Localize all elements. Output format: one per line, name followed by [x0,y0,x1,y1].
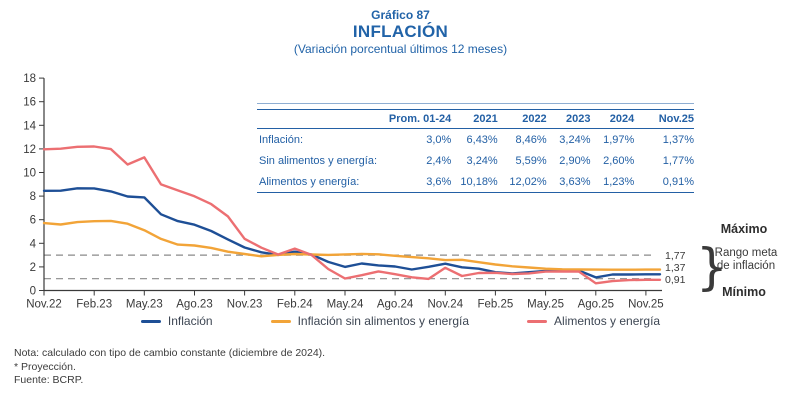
x-axis-tick-label: Nov.24 [427,298,464,311]
footnotes [14,347,325,388]
table-header-col: Prom. 01-24 [388,113,452,125]
table-header-row [257,110,694,129]
y-axis-tick-label: 8 [29,191,36,204]
x-axis-tick-label: Feb.25 [477,298,514,311]
x-axis-tick-label: Feb.24 [276,298,313,311]
y-axis-tick-label: 14 [23,120,36,133]
table-cell-value: 6,43% [466,134,498,146]
legend-line-swatch [271,320,291,323]
y-axis-tick-label: 6 [29,214,36,227]
chart-title: INFLACIÓN [352,22,449,41]
x-axis-tick-label: Ago.25 [577,298,615,311]
series-end-value-label: 1,77 [665,250,686,262]
table-header-col: Nov.25 [658,113,694,125]
table-header-col: 2024 [609,113,635,125]
chart-subtitle: (Variación porcentual últimos 12 meses) [293,42,508,56]
x-axis-tick-label: Nov.23 [226,298,263,311]
table-row-label: Inflación: [259,134,304,146]
figure-number: Gráfico 87 [371,8,430,22]
series-end-value-label: 1,37 [665,262,686,274]
table-row [257,150,694,171]
y-axis-tick-label: 0 [29,285,36,298]
legend-label: Inflación [167,314,213,328]
x-axis-tick-label: Feb.23 [76,298,113,311]
table-cell-value: 3,0% [426,134,452,146]
rango-meta-label-line1: Rango meta [714,247,778,259]
series-end-value-label: 0,91 [665,274,686,286]
y-axis-tick-label: 4 [29,238,36,251]
table-outer-rule [257,103,694,104]
x-axis-tick-label: May.23 [125,298,163,311]
footnote-fuente: Fuente: BCRP. [14,374,84,386]
table-header-col: 2023 [566,113,591,125]
footnote-proyeccion: * Proyección. [14,360,76,373]
series-line-sin-alimentos-energia [44,221,660,270]
table-cell-value: 1,23% [603,176,635,188]
table-cell-value: 10,18% [460,176,498,188]
table-cell-value: 12,02% [509,176,547,188]
table-cell-value: 3,24% [559,134,591,146]
table-cell-value: 8,46% [515,134,547,146]
footnote-nota: Nota: calculado con tipo de cambio constante (diciembre de 2024). [14,347,326,359]
table-header-col: 2022 [522,113,547,125]
x-axis-tick-label: Nov.22 [26,298,62,311]
table-row-label: Sin alimentos y energía: [259,155,378,167]
table-cell-value: 1,37% [662,134,694,146]
chart-legend [0,314,801,328]
table-cell-value: 3,6% [426,176,452,188]
x-axis-tick-label: May.24 [326,298,364,311]
legend-item [527,314,660,328]
table-cell-value: 1,77% [662,155,694,167]
y-axis-tick-label: 10 [23,167,36,180]
y-axis-tick-label: 12 [23,143,36,156]
inflation-summary-table [257,109,694,193]
chart-header [0,8,801,57]
legend-label: Inflación sin alimentos y energía [297,314,470,328]
table-header-blank [257,110,383,129]
table-row-label: Alimentos y energía: [259,176,360,188]
table-cell-value: 2,4% [426,155,452,167]
legend-line-swatch [527,320,547,323]
rango-meta-label-line2: de inflación [716,260,776,272]
y-axis-tick-label: 2 [29,261,36,274]
x-axis-tick-label: Ago.24 [376,298,414,311]
table-cell-value: 2,60% [603,155,635,167]
y-axis-tick-label: 18 [23,73,36,86]
series-line-inflacion [44,188,660,277]
maximo-label: Máximo [720,222,768,236]
table-cell-value: 0,91% [662,176,694,188]
x-axis-tick-label: May.25 [527,298,565,311]
x-axis-tick-label: Ago.23 [176,298,213,311]
legend-line-swatch [141,320,161,323]
table-cell-value: 5,59% [515,155,547,167]
range-brace: } [696,238,728,296]
table-cell-value: 2,90% [559,155,591,167]
x-axis-tick-label: Nov.25 [628,298,664,311]
legend-item [141,314,213,328]
table-cell-value: 3,63% [559,176,591,188]
summary-table-container [257,109,694,193]
table-row [257,129,694,151]
y-axis-tick-label: 16 [23,96,36,109]
minimo-label: Mínimo [722,285,766,299]
legend-item [271,314,469,328]
table-cell-value: 1,97% [603,134,635,146]
table-header-col: 2021 [473,113,498,125]
legend-label: Alimentos y energía [554,314,661,328]
inflation-line-chart [0,68,801,318]
table-cell-value: 3,24% [466,155,498,167]
table-row [257,171,694,193]
